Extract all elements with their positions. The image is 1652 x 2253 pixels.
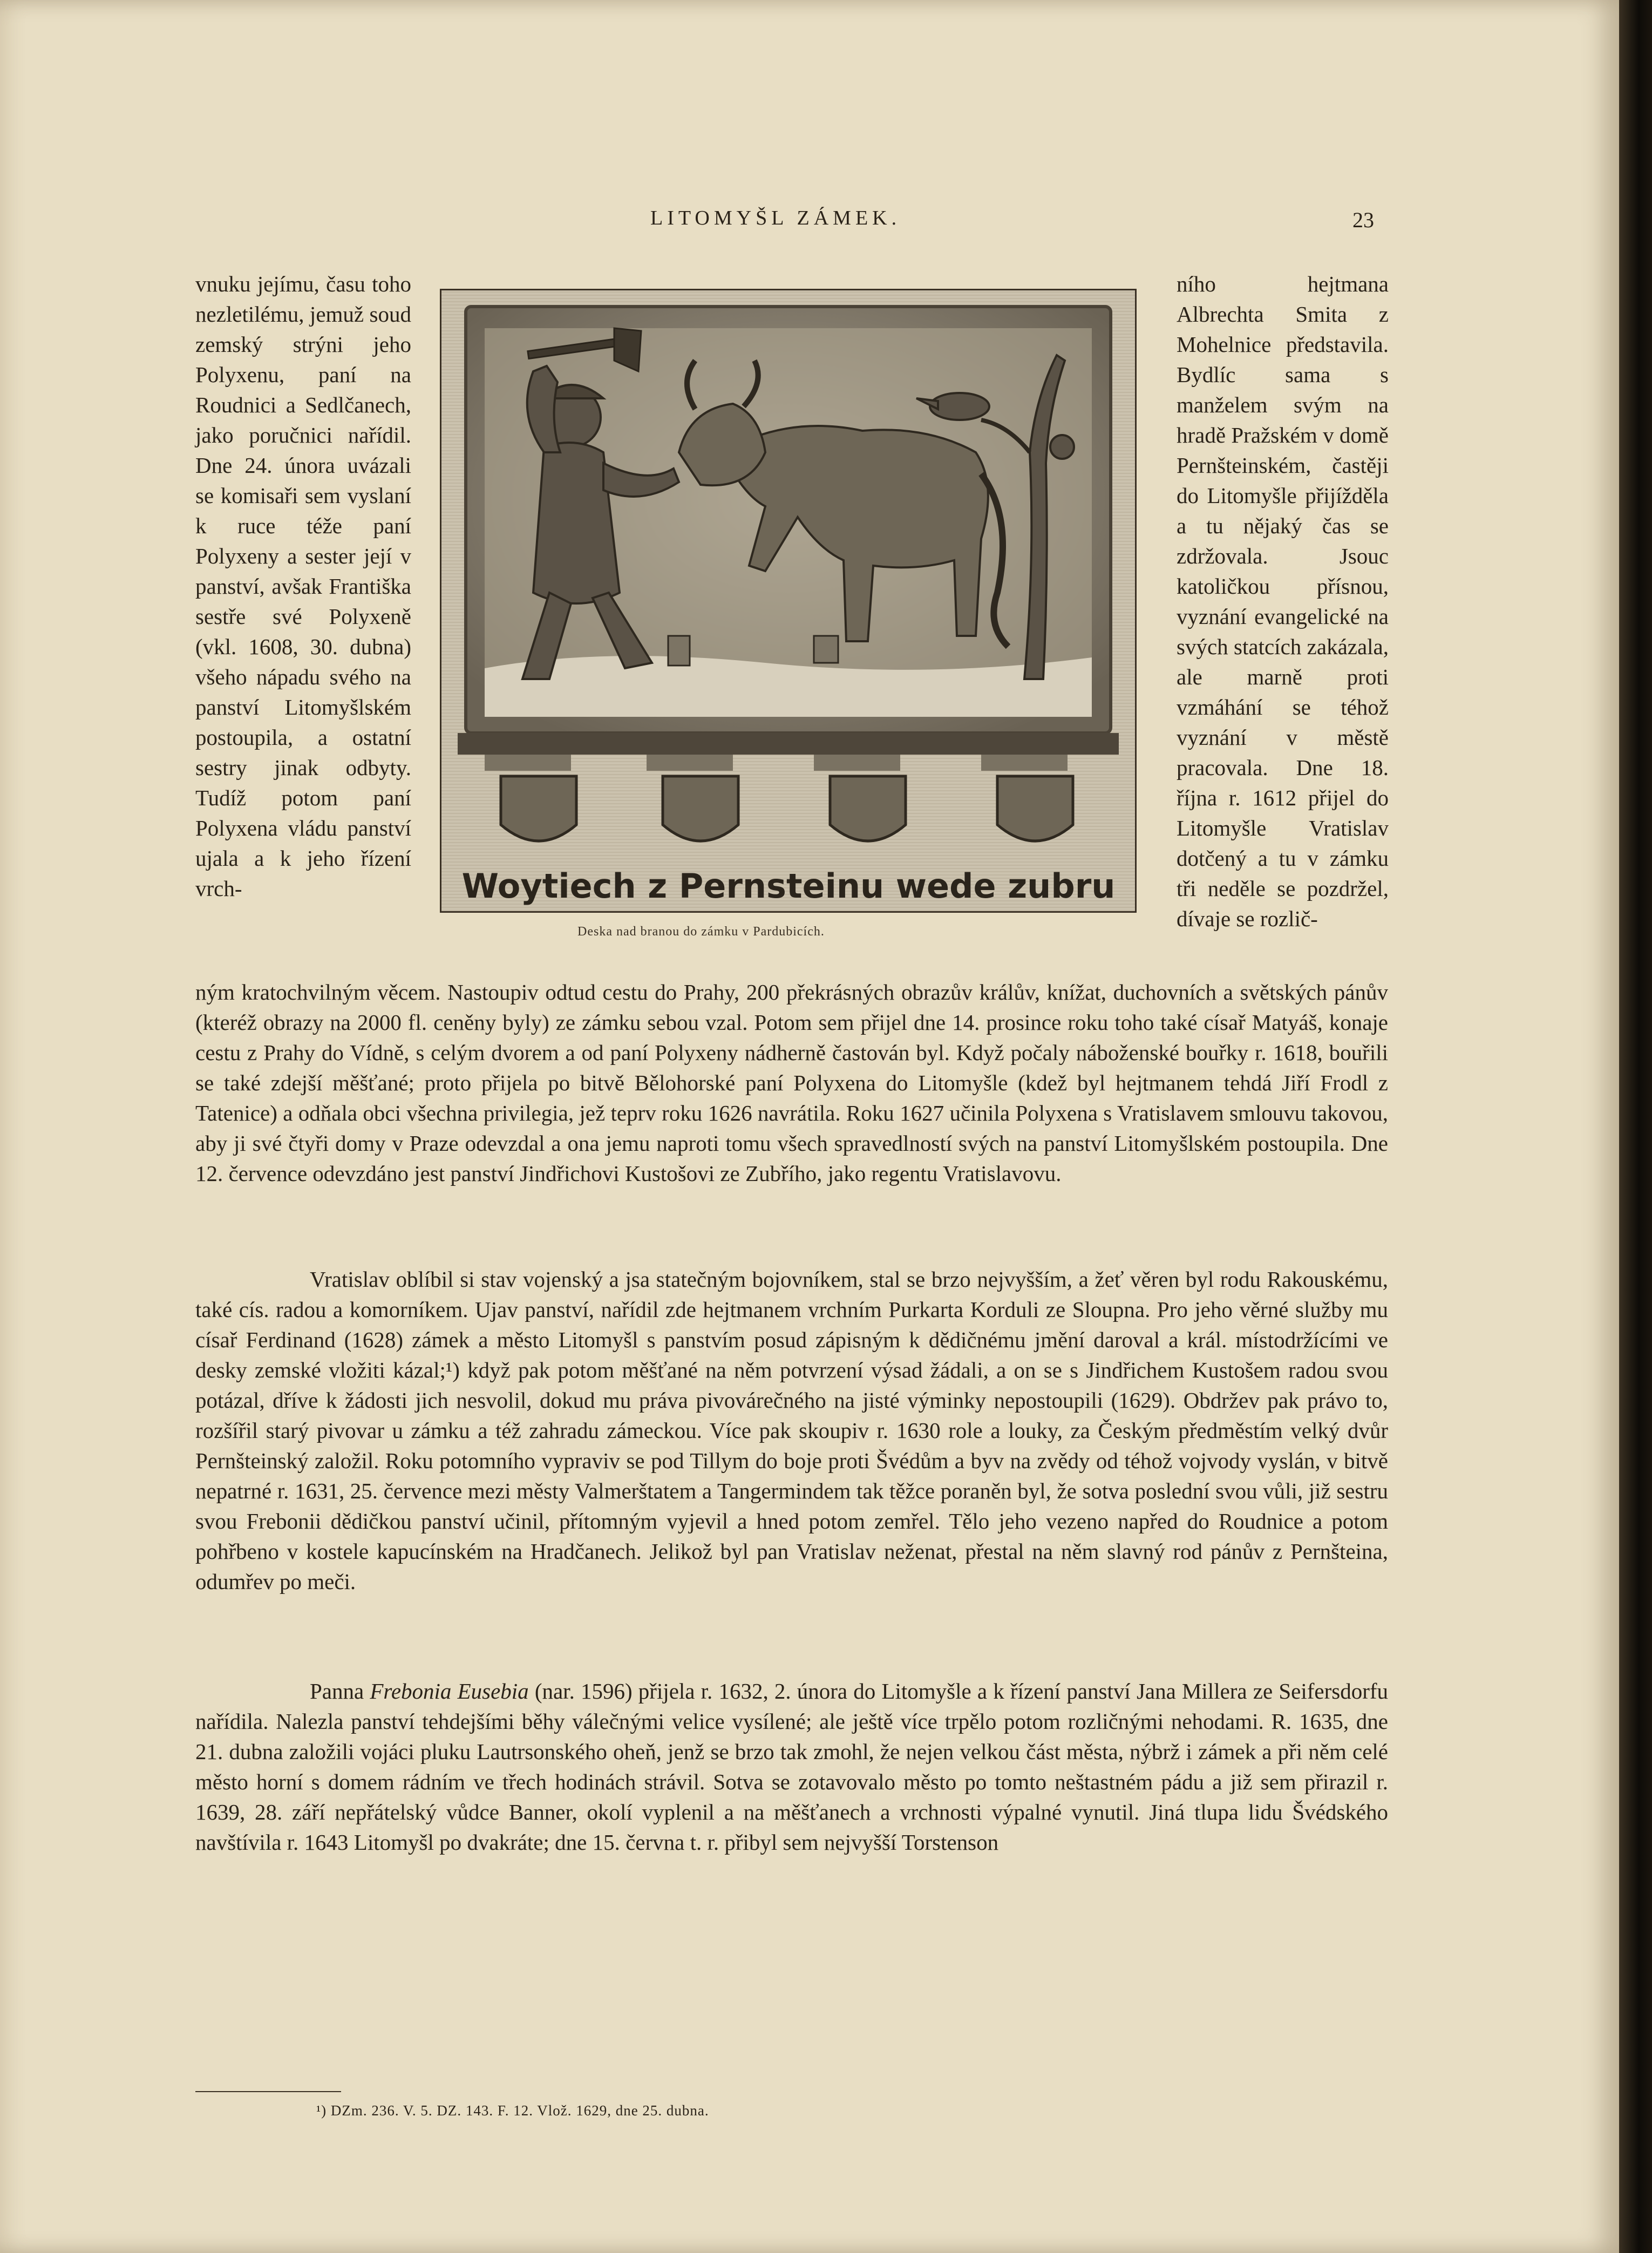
- person-name-frebonia: Frebonia Eusebia: [370, 1679, 529, 1704]
- corbel: [981, 755, 1068, 771]
- paragraph-frebonia: [195, 1676, 1388, 1857]
- tree-stump: [668, 636, 690, 666]
- tree-stump: [814, 636, 838, 663]
- footnote-rule: [195, 2091, 341, 2092]
- paragraph-vratislav: Vratislav oblíbil si stav vojenský a jsa statečným bojovníkem, stal se brzo nejvyšším, a žeť věren byl rodu Rakouskému, také cís. radou a komorníkem. Ujav panství, nařídil zde hejtmanem vrchním Purkarta Korduli ze Sloupna. Pro jeho věrné služby mu císař Ferdinand (1628) zámek a město Litomyšl s panstvím posud zápisným k dědičnému jmění daroval a král. místodržícími ve desky zemské vložiti kázal;¹) když pak potom měšťané na něm potvrzení výsad žádali, a on se s Jindřichem Kustošem radou svou potázal, dříve k žádosti jich nesvolil, dokud mu práva pivovárečného na jisté výminky nepostoupili (1629). Obdržev pak právo to, rozšířil starý pivovar u zámku a též zahradu zámeckou. Více pak skoupiv r. 1630 role a louky, za Českým předměstím velký dvůr Pernšteinský založil. Roku potomního vypraviv se pod Tillym do boje proti Švédům a byv na zvědy od téhož vojvody vyslán, v bitvě nepatrné r. 1631, 25. července mezi městy Valmerštatem a Tangermindem tak těžce poraněn byl, že sotva poslední svou vůli, již sestru svou Frebonii dědičkou panství učinil, přítomným vyjevil a hned potom zemřel. Tělo jeho vezeno napřed do Roudnice a potom pohřbeno v kostele kapucínském na Hradčanech. Jelikož byl pan Vratislav neženat, přestal na něm slavný rod pánův z Pernšteina, odumřev po meči.: [195, 1267, 1388, 1594]
- paragraph-continuation: ným kratochvilným věcem. Nastoupiv odtud cestu do Prahy, 200 překrásných obrazův králův, knížat, duchovních a světských pánův (kteréž obrazy na 2000 fl. ceněny byly) ze zámku sebou vzal. Potom sem přijel dne 14. prosince roku toho také císař Matyáš, konaje cestu z Prahy do Vídně, s celým dvorem a od paní Polyxeny nádherně častován byl. Když počaly náboženské bouřky r. 1618, bouřili se také zdejší měšťané; proto přijela po bitvě Bělohorské paní Polyxena do Litomyšle (kdež byl hejtmanem tehdá Jiří Frodl z Tatenice) a odňala obci všechna privilegia, jež teprv roku 1626 navrátila. Roku 1627 učinila Polyxena s Vratislavem smlouvu takovou, aby ji své čtyři domy v Praze odevzdal a ona jemu naproti tomu všech spravedlností svých na panství Litomyšlském postoupila. Dne 12. července odevzdáno jest panství Jindřichovi Kustošovi ze Zubřího, jako regentu Vratislavovu.: [195, 980, 1388, 1186]
- illustration-frame: [440, 289, 1137, 913]
- right-column-text: ního hejtmana Albrechta Smita z Mohelnice představila. Bydlíc sama s manželem svým na hradě Pražském v domě Pernšteinském, častěji do Litomyšle přijížděla a tu nějaký čas se zdržovala. Jsouc katoličkou přísnou, vyznání evangelické na svých statcích zakázala, ale marně proti vzmáhání se téhož vyznání v městě pracovala. Dne 18. října r. 1612 přijel do Litomyšle Vratislav dotčený a tu v zámku tři neděle se pozdržel, dívaje se rozlič-: [1177, 272, 1389, 931]
- running-header: [0, 206, 1619, 239]
- page-number: 23: [1352, 208, 1374, 232]
- book-spine-edge: [1619, 0, 1652, 2253]
- header-title: LITOMYŠL ZÁMEK.: [650, 207, 901, 229]
- shield-bison: [501, 776, 576, 841]
- figure-caption: Deska nad branou do zámku v Pardubicích.: [577, 925, 825, 939]
- corbel: [814, 755, 900, 771]
- corbel: [485, 755, 571, 771]
- shield-star: [830, 776, 906, 841]
- cornice: [458, 733, 1119, 755]
- relief-drawing: [441, 290, 1135, 911]
- footnote: ¹) DZm. 236. V. 5. DZ. 143. F. 12. Vlož. 1629, dne 25. dubna.: [316, 2102, 709, 2119]
- left-column-text: vnuku jejímu, času toho nezletilému, jemuž soud zemský strýni jeho Polyxenu, paní na Roudnici a Sedlčanech, jako poručnici nařídil. Dne 24. února uvázali se komisaři sem vyslaní k ruce téže paní Polyxeny a sester její v panství, avšak Františka sestře své Polyxeně (vkl. 1608, 30. dubna) všeho nápadu svého na panství Litomyšlském postoupila, a ostatní sestry jinak odbyty. Tudíž potom paní Polyxena vládu panství ujala a k jeho řízení vrch-: [195, 272, 411, 901]
- corbel: [647, 755, 733, 771]
- relief-inscription: Woytiech z Pernsteinu wede zubru: [461, 866, 1116, 906]
- relief-illustration: [440, 289, 1133, 910]
- shield-divided: [997, 776, 1073, 841]
- para3-before: Panna: [310, 1679, 370, 1704]
- shield-crown: [663, 776, 738, 841]
- para3-after: (nar. 1596) přijela r. 1632, 2. února do Litomyšle a k řízení panství Jana Millera ze Seifersdorfu nařídila. Nalezla panství tehdejšími běhy válečnými velice vysílené; ale ještě více trpělo potom rozličnými nehodami. R. 1635, dne 21. dubna založili vojáci pluku Lautrsonského oheň, jenž se brzo tak zmohl, že nejen velkou část města, nýbrž i zámek a při něm celé město horní s domem rádním ve třech hodinách strávil. Sotva se zotavovalo město po tomto neštastném pádu a již sem přirazil r. 1639, 28. září nepřátelský vůdce Banner, okolí vyplenil a na měšťanech a vrchnosti výpalné vynutil. Jiná tlupa lidu Švédského navštívila r. 1643 Litomyšl po dvakráte; dne 15. června t. r. přibyl sem nejvyšší Torstenson: [195, 1679, 1388, 1855]
